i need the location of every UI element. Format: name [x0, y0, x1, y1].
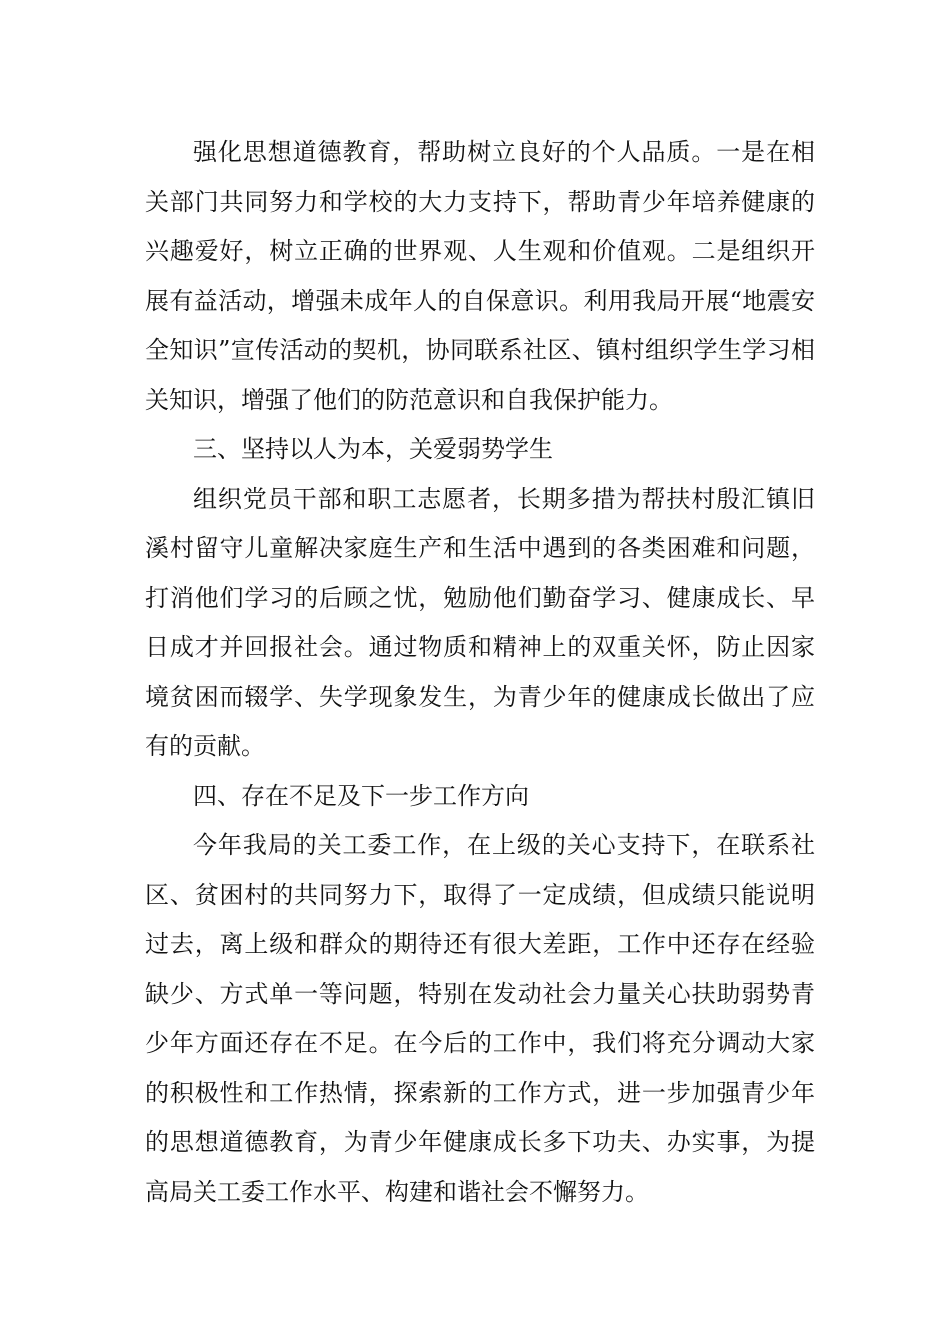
paragraph-future-work: 今年我局的关工委工作，在上级的关心支持下，在联系社区、贫困村的共同努力下，取得了一定成绩，但成绩只能说明过去，离上级和群众的期待还有很大差距，工作中还存在经验缺少、方式单一等问题，特别在发动社会力量关心扶助弱势青少年方面还存在不足。在今后的工作中，我们将充分调动大家的积极性和工作热情，探索新的工作方式，进一步加强青少年的思想道德教育，为青少年健康成长多下功夫、办实事，为提高局关工委工作水平、构建和谐社会不懈努力。: [145, 831, 815, 1206]
paragraph-moral-education: 强化思想道德教育，帮助树立良好的个人品质。一是在相关部门共同努力和学校的大力支持下，帮助青少年培养健康的兴趣爱好，树立正确的世界观、人生观和价值观。二是组织开展有益活动，增强未成年人的自保意识。利用我局开展“地震安全知识”宣传活动的契机，协同联系社区、镇村组织学生学习相关知识，增强了他们的防范意识和自我保护能力。: [145, 138, 815, 414]
paragraph-volunteers: 组织党员干部和职工志愿者，长期多措为帮扶村殷汇镇旧溪村留守儿童解决家庭生产和生活中遇到的各类困难和问题，打消他们学习的后顾之忧，勉励他们勤奋学习、健康成长、早日成才并回报社会。通过物质和精神上的双重关怀，防止因家境贫困而辍学、失学现象发生，为青少年的健康成长做出了应有的贡献。: [145, 484, 815, 760]
section-heading-shortcomings: 四、存在不足及下一步工作方向: [193, 781, 529, 810]
section-heading-care-students: 三、坚持以人为本，关爱弱势学生: [193, 435, 553, 463]
document-body: [145, 128, 815, 1217]
